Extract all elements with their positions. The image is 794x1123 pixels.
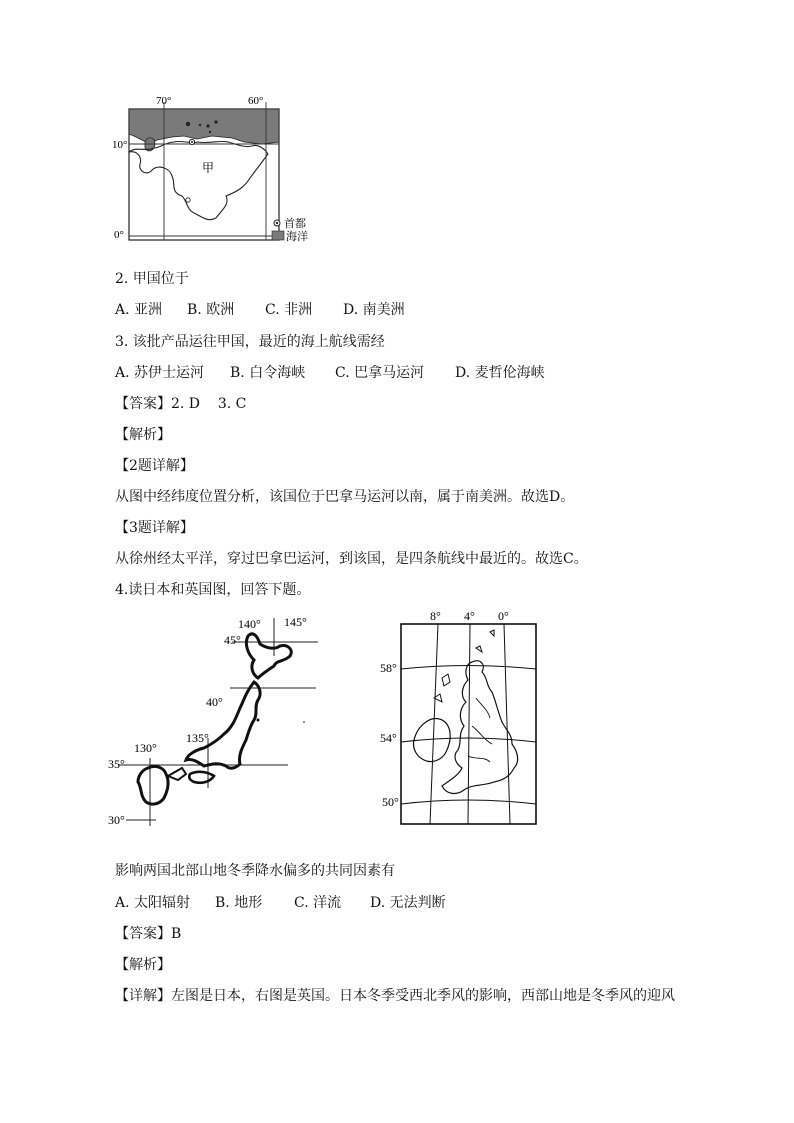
lon-label-4: 4°	[464, 609, 475, 623]
lon-label-8: 8°	[430, 609, 441, 623]
q3-option-d: D. 麦哲伦海峡	[455, 365, 545, 381]
hokkaido-outline	[246, 634, 291, 678]
lon-label-145: 145°	[284, 615, 307, 629]
q4-option-d: D. 无法判断	[370, 895, 446, 911]
q2-option-b: B. 欧洲	[187, 302, 235, 318]
q3-option-b: B. 白令海峡	[230, 365, 306, 381]
analysis-heading: 【解析】	[115, 427, 171, 443]
answer-4: 【答案】B	[115, 926, 182, 942]
analysis-4-heading: 【解析】	[115, 957, 171, 973]
q4-option-c: C. 洋流	[294, 895, 342, 911]
lat-label-35: 35°	[108, 757, 125, 771]
shikoku-outline	[189, 772, 214, 783]
ocean-legend-swatch	[272, 231, 284, 240]
question-2-stem: 2. 甲国位于	[115, 271, 189, 287]
lat-label-54: 54°	[380, 731, 397, 745]
lon-label-60: 60°	[248, 95, 264, 107]
lon-label-135: 135°	[186, 731, 209, 745]
legend-capital-label: 首都	[284, 218, 306, 230]
lat-label-10: 10°	[112, 139, 128, 151]
q3-option-a: A. 苏伊士运河	[115, 365, 205, 381]
question-3-stem: 3. 该批产品运往甲国，最近的海上航线需经	[115, 334, 385, 350]
detail-2-body: 从图中经纬度位置分析，该国位于巴拿马运河以南，属于南美洲。故选D。	[115, 489, 575, 505]
japan-map	[108, 608, 328, 830]
q2-option-d: D. 南美洲	[343, 302, 405, 318]
uk-map	[372, 606, 544, 830]
honshu-outline	[186, 682, 260, 768]
lat-label-45: 45°	[224, 633, 241, 647]
question-4-intro: 4.读日本和英国图，回答下题。	[115, 582, 311, 598]
detail-2-heading: 【2题详解】	[115, 458, 194, 474]
kyushu-outline	[138, 766, 168, 804]
lon-label-70: 70°	[156, 95, 172, 107]
lon-label-140: 140°	[238, 617, 261, 631]
lat-label-30: 30°	[108, 813, 125, 827]
lon-label-130: 130°	[134, 741, 157, 755]
lat-label-58: 58°	[380, 661, 397, 675]
answer-2-3: 【答案】2. D 3. C	[115, 396, 247, 412]
detail-3-heading: 【3题详解】	[115, 520, 194, 536]
lon-label-0: 0°	[498, 609, 509, 623]
question-4-stem: 影响两国北部山地冬季降水偏多的共同因素有	[115, 863, 395, 879]
venezuela-map	[112, 92, 317, 247]
detail-3-body: 从徐州经太平洋，穿过巴拿巴运河，到该国，是四条航线中最近的。故选C。	[115, 551, 588, 567]
q2-option-a: A. 亚洲	[115, 302, 163, 318]
legend-ocean-label: 海洋	[286, 231, 308, 243]
lat-label-40: 40°	[206, 695, 223, 709]
q4-option-a: A. 太阳辐射	[115, 895, 191, 911]
q2-option-c: C. 非洲	[265, 302, 313, 318]
q3-option-c: C. 巴拿马运河	[335, 365, 425, 381]
lat-label-50: 50°	[382, 795, 399, 809]
detail-4-body: 【详解】左图是日本，右图是英国。日本冬季受西北季风的影响，西部山地是冬季风的迎风	[115, 988, 675, 1004]
lat-label-0: 0°	[114, 229, 124, 241]
q4-option-b: B. 地形	[215, 895, 263, 911]
country-label: 甲	[202, 161, 215, 175]
